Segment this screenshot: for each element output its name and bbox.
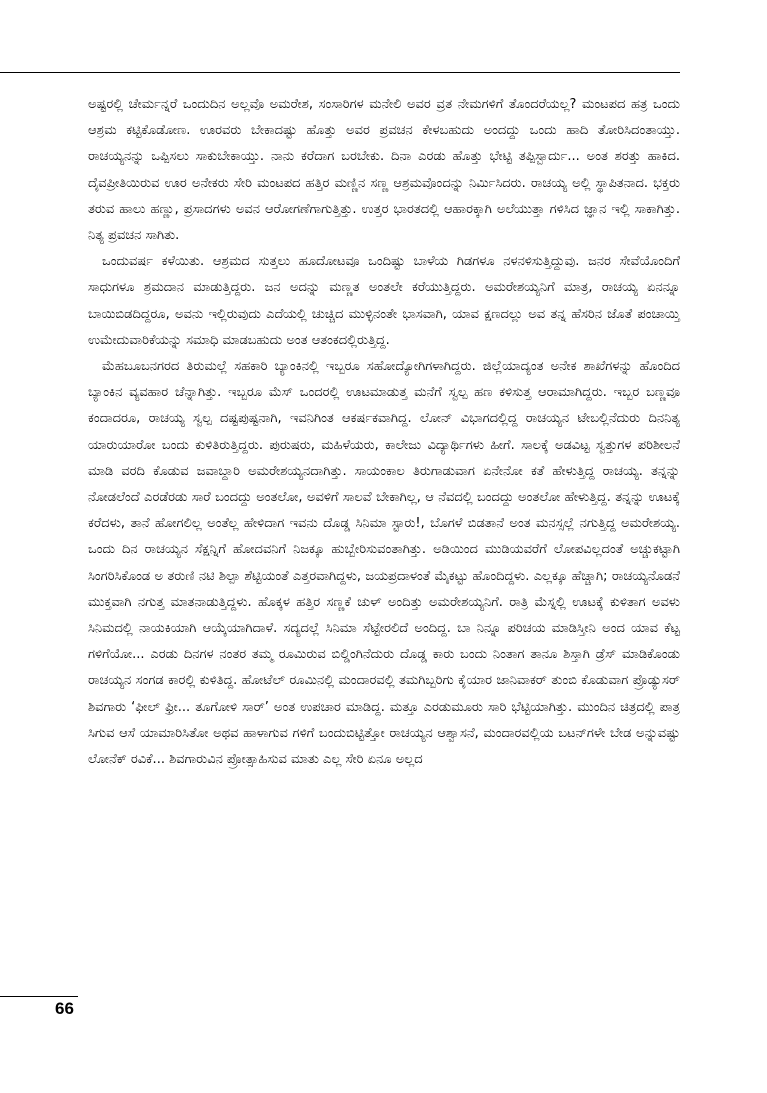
- page-number: 66: [55, 999, 74, 1018]
- story-text: [88, 92, 680, 773]
- paragraph: ಮೆಹಬೂಬನಗರದ ತಿರುಮಲ್ಲೆ ಸಹಕಾರಿ ಬ್ಯಾಂಕಿನಲ್ಲಿ ಇಬ್ಬರೂ ಸಹೋದ್ಯೋಗಿಗಳಾಗಿದ್ದರು. ಜಿಲ್ಲೆಯಾದ್ಯಂತ ಅನೇಕ ಶಾಖೆಗಳನ್ನು ಹೊಂದಿದ ಬ್ಯಾಂಕಿನ ವ್ಯವಹಾರ ಚೆನ್ನಾಗಿತ್ತು. ಇಬ್ಬರೂ ಮೆಸ್ ಒಂದರಲ್ಲಿ ಊಟಮಾಡುತ್ತ ಮನೆಗೆ ಸ್ವಲ್ಪ ಹಣ ಕಳಿಸುತ್ತ ಆರಾಮಾಗಿದ್ದರು. ಇಬ್ಬರ ಬಣ್ಣವೂ ಕಂದಾದರೂ, ರಾಚಯ್ಯ ಸ್ವಲ್ಪ ದಷ್ಟಪುಷ್ಟನಾಗಿ, ಇವನಿಗಿಂತ ಆಕರ್ಷಕವಾಗಿದ್ದ. ಲೋನ್ ವಿಭಾಗದಲ್ಲಿದ್ದ ರಾಚಯ್ಯನ ಟೇಬಲ್ಲಿನೆದುರು ದಿನನಿತ್ಯ ಯಾರುಯಾರೋ ಬಂದು ಕುಳಿತಿರುತ್ತಿದ್ದರು. ಪುರುಷರು, ಮಹಿಳೆಯರು, ಕಾಲೇಜು ವಿದ್ಯಾರ್ಥಿಗಳು ಹೀಗೆ. ಸಾಲಕ್ಕೆ ಅಡವಿಟ್ಟ ಸ್ವತ್ತುಗಳ ಪರಿಶೀಲನೆ ಮಾಡಿ ವರದಿ ಕೊಡುವ ಜವಾಬ್ದಾರಿ ಅಮರೇಶಯ್ಯನದಾಗಿತ್ತು. ಸಾಯಂಕಾಲ ತಿರುಗಾಡುವಾಗ ಏನೇನೋ ಕತೆ ಹೇಳುತ್ತಿದ್ದ ರಾಚಯ್ಯ. ತನ್ನನ್ನು ನೋಡಲೆಂದೆ ಎರಡೆರಡು ಸಾರೆ ಬಂದದ್ದು ಅಂತಲೋ, ಅವಳಿಗೆ ಸಾಲವೆ ಬೇಕಾಗಿಲ್ಲ, ಆ ನೆವದಲ್ಲಿ ಬಂದದ್ದು ಅಂತಲೋ ಹೇಳುತ್ತಿದ್ದ. ತನ್ನನ್ನು ಊಟಕ್ಕೆ ಕರೆದಳು, ತಾನೆ ಹೋಗಲಿಲ್ಲ ಅಂತೆಲ್ಲ ಹೇಳಿದಾಗ ಇವನು ದೊಡ್ಡ ಸಿನಿಮಾ ಸ್ಟಾರು!, ಬೊಗಳೆ ಬಿಡತಾನೆ ಅಂತ ಮನಸ್ಸಲ್ಲೆ ನಗುತ್ತಿದ್ದ ಅಮರೇಶಯ್ಯ. ಒಂದು ದಿನ ರಾಚಯ್ಯನ ಸೆಕ್ಷನ್ನಿಗೆ ಹೋದವನಿಗೆ ನಿಜಕ್ಕೂ ಹುಬ್ಬೇರಿಸುವಂತಾಗಿತ್ತು. ಅಡಿಯಿಂದ ಮುಡಿಯವರೆಗೆ ಲೋಪವಿಲ್ಲದಂತೆ ಅಚ್ಚುಕಟ್ಟಾಗಿ ಸಿಂಗರಿಸಿಕೊಂಡ ಅ ತರುಣಿ ನಟಿ ಶಿಲ್ಪಾ ಶೆಟ್ಟಿಯಂತೆ ಎತ್ತರವಾಗಿದ್ದಳು, ಜಯಪ್ರದಾಳಂತೆ ಮೈಕಟ್ಟು ಹೊಂದಿದ್ದಳು. ಎಲ್ಲಕ್ಕೂ ಹೆಚ್ಚಾಗಿ; ರಾಚಯ್ಯನೊಡನೆ ಮುಕ್ತವಾಗಿ ನಗುತ್ತ ಮಾತನಾಡುತ್ತಿದ್ದಳು. ಹೊಕ್ಕಳ ಹತ್ತಿರ ಸಣ್ಣಕೆ ಚುಳ್ ಅಂದಿತ್ತು ಅಮರೇಶಯ್ಯನಿಗೆ. ರಾತ್ರಿ ಮೆಸ್ನಲ್ಲಿ ಊಟಕ್ಕೆ ಕುಳಿತಾಗ ಅವಳು ಸಿನಿಮದಲ್ಲಿ ನಾಯಕಿಯಾಗಿ ಆಯ್ಕೆಯಾಗಿದಾಳೆ. ಸದ್ಯದಲ್ಲೆ ಸಿನಿಮಾ ಸೆಟ್ಟೇರಲಿದೆ ಅಂದಿದ್ದ. ಬಾ ನಿನ್ನೂ ಪರಿಚಯ ಮಾಡಿಸ್ತೀನಿ ಅಂದ ಯಾವ ಕೆಟ್ಟ ಗಳಿಗೆಯೋ... ಎರಡು ದಿನಗಳ ನಂತರ ತಮ್ಮ ರೂಮಿರುವ ಬಿಲ್ಡಿಂಗಿನೆದುರು ದೊಡ್ಡ ಕಾರು ಬಂದು ನಿಂತಾಗ ತಾನೂ ಶಿಸ್ತಾಗಿ ಡ್ರೆಸ್ ಮಾಡಿಕೊಂಡು ರಾಚಯ್ಯನ ಸಂಗಡ ಕಾರಲ್ಲಿ ಕುಳಿತಿದ್ದ. ಹೋಟೆಲ್ ರೂಮಿನಲ್ಲಿ ಮಂದಾರವಲ್ಲಿ ತಮಗಿಬ್ಬರಿಗು ಕೈಯಾರ ಜಾನಿವಾಕರ್ ತುಂಬಿ ಕೊಡುವಾಗ ಪ್ರೊಡ್ಯುಸರ್ ಶಿವಗಾರು ‘ಫೀಲ್ ಫ್ರೀ... ತೂಗೋಳಿ ಸಾರ್’ ಅಂತ ಉಪಚಾರ ಮಾಡಿದ್ದ. ಮತ್ತೂ ಎರಡುಮೂರು ಸಾರಿ ಭೆಟ್ಟಿಯಾಗಿತ್ತು. ಮುಂದಿನ ಚಿತ್ರದಲ್ಲಿ ಪಾತ್ರ ಸಿಗುವ ಆಸೆ ಯಾಮಾರಿಸಿತೋ ಅಥವ ಹಾಳಾಗುವ ಗಳಿಗೆ ಬಂದುಬಿಟ್ಟಿತ್ತೋ ರಾಚಯ್ಯನ ಆಶ್ವಾಸನೆ, ಮಂದಾರವಲ್ಲಿಯ ಬಟನ್‌ಗಳೇ ಬೇಡ ಅನ್ನುವಷ್ಟು ಲೋನೆಕ್ ರವಿಕೆ... ಶಿವಗಾರುವಿನ ಪ್ರೋತ್ಸಾಹಿಸುವ ಮಾತು ಎಲ್ಲ ಸೇರಿ ಏನೂ ಅಲ್ಲದ: [88, 359, 680, 768]
- paragraph: ಅಷ್ಟರಲ್ಲಿ ಚೇರ್ಮನ್ನರೆ ಒಂದುದಿನ ಅಲ್ಲವೊ ಅಮರೇಶ, ಸಂಸಾರಿಗಳ ಮನೇಲಿ ಅವರ ವ್ರತ ನೇಮಗಳಿಗೆ ತೊಂದರೆಯಲ್ಲ? ಮಂಟಪದ ಹತ್ರ ಒಂದು ಆಶ್ರಮ ಕಟ್ಟಿಕೊಡೋಣ. ಊರವರು ಬೇಕಾದಷ್ಟು ಹೊತ್ತು ಅವರ ಪ್ರವಚನ ಕೇಳಬಹುದು ಅಂದದ್ದು ಒಂದು ಹಾದಿ ತೋರಿಸಿದಂತಾಯ್ತು. ರಾಚಯ್ಯನನ್ನು ಒಪ್ಪಿಸಲು ಸಾಕುಬೇಕಾಯ್ತು. ನಾನು ಕರೆದಾಗ ಬರಬೇಕು. ದಿನಾ ಎರಡು ಹೊತ್ತು ಭೇಟ್ಟಿ ತಪ್ಪಿಸ್ಬಾರ್ದು... ಅಂತ ಶರತ್ತು ಹಾಕಿದ. ದೈವಪ್ರೀತಿಯಿರುವ ಊರ ಅನೇಕರು ಸೇರಿ ಮಂಟಪದ ಹತ್ತಿರ ಮಣ್ಣಿನ ಸಣ್ಣ ಆಶ್ರಮವೊಂದನ್ನು ನಿರ್ಮಿಸಿದರು. ರಾಚಯ್ಯ ಅಲ್ಲಿ ಸ್ಥಾಪಿತನಾದ. ಭಕ್ತರು ತರುವ ಹಾಲು ಹಣ್ಣು, ಪ್ರಸಾದಗಳು ಅವನ ಆರೋಗಣೆಗಾಗುತ್ತಿತ್ತು. ಉತ್ತರ ಭಾರತದಲ್ಲಿ ಆಹಾರಕ್ಕಾಗಿ ಅಲೆಯುತ್ತಾ ಗಳಿಸಿದ ಜ್ಞಾನ ಇಲ್ಲಿ ಸಾಕಾಗಿತ್ತು. ನಿತ್ಯ ಪ್ರವಚನ ಸಾಗಿತು.: [88, 97, 680, 244]
- footer-rule: [0, 996, 78, 997]
- header-rule: [0, 72, 680, 73]
- paragraph: ಒಂದುವರ್ಷ ಕಳೆಯಿತು. ಆಶ್ರಮದ ಸುತ್ತಲು ಹೂದೋಟವೂ ಒಂದಿಷ್ಟು ಬಾಳೆಯ ಗಿಡಗಳೂ ನಳನಳಿಸುತ್ತಿದ್ದುವು. ಜನರ ಸೇವೆಯೊಂದಿಗೆ ಸಾಧುಗಳೂ ಶ್ರಮದಾನ ಮಾಡುತ್ತಿದ್ದರು. ಜನ ಅದನ್ನು ಮಣ್ಣತ ಅಂತಲೇ ಕರೆಯುತ್ತಿದ್ದರು. ಅಮರೇಶಯ್ಯನಿಗೆ ಮಾತ್ರ, ರಾಚಯ್ಯ ಏನನ್ನೂ ಬಾಯಿಬಿಡದಿದ್ದರೂ, ಅವನು ಇಲ್ಲಿರುವುದು ಎದೆಯಲ್ಲಿ ಚುಚ್ಚಿದ ಮುಳ್ಳಿನಂತೇ ಭಾಸವಾಗಿ, ಯಾವ ಕ್ಷಣದಲ್ಲು ಅವ ತನ್ನ ಹೆಸರಿನ ಜೊತೆ ಪಂಚಾಯ್ತಿ ಉಮೇದುವಾರಿಕೆಯನ್ನು ಸಮಾಧಿ ಮಾಡಬಹುದು ಅಂತ ಆತಂಕದಲ್ಲಿರುತ್ತಿದ್ದ.: [88, 254, 680, 348]
